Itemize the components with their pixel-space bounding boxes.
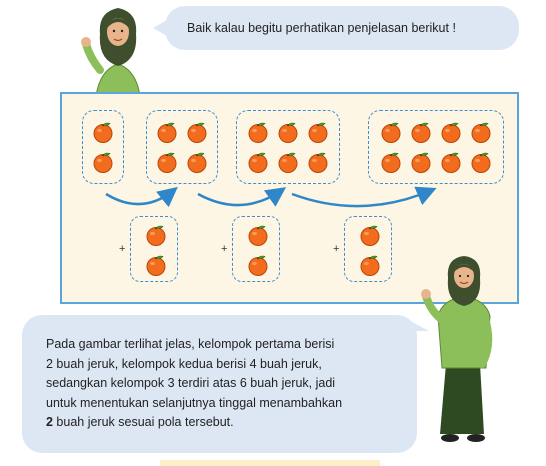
orange-icon — [145, 254, 167, 276]
add-two-oranges-box-2 — [221, 216, 280, 282]
explanation-line-1: Pada gambar terlihat jelas, kelompok pertama berisi — [46, 337, 335, 351]
explanation-line-5 — [46, 413, 393, 433]
arrow-2-to-3 — [198, 190, 282, 205]
page-footer-strip — [160, 460, 380, 466]
orange-icon — [247, 224, 269, 246]
top-speech-bubble — [165, 6, 519, 50]
add-two-oranges-box-1 — [119, 216, 178, 282]
plus-sign: + — [119, 243, 126, 255]
arrow-3-to-4 — [292, 190, 432, 206]
explanation-line-4: untuk menentukan selanjutnya tinggal menambahkan — [46, 395, 343, 410]
arrow-1-to-2 — [106, 190, 174, 204]
orange-icon — [359, 254, 381, 276]
bottom-speech-bubble — [22, 315, 417, 453]
orange-icon — [145, 224, 167, 246]
bold-number: 2 — [46, 415, 53, 429]
explanation-line-5-rest: buah jeruk sesuai pola tersebut. — [52, 415, 234, 429]
plus-sign: + — [333, 243, 340, 255]
add-two-oranges-box-3 — [333, 216, 392, 282]
explanation-line-3: sedangkan kelompok 3 terdiri atas 6 buah jeruk, jadi — [46, 376, 336, 390]
teacher-top-illustration — [78, 0, 158, 96]
top-bubble-text: Baik kalau begitu perhatikan penjelasan berikut ! — [187, 21, 456, 35]
explanation-line-2: 2 buah jeruk, kelompok kedua berisi 4 buah jeruk, — [46, 356, 322, 371]
orange-icon — [247, 254, 269, 276]
teacher-bottom-illustration — [420, 256, 508, 446]
orange-icon — [359, 224, 381, 246]
plus-sign: + — [221, 243, 228, 255]
